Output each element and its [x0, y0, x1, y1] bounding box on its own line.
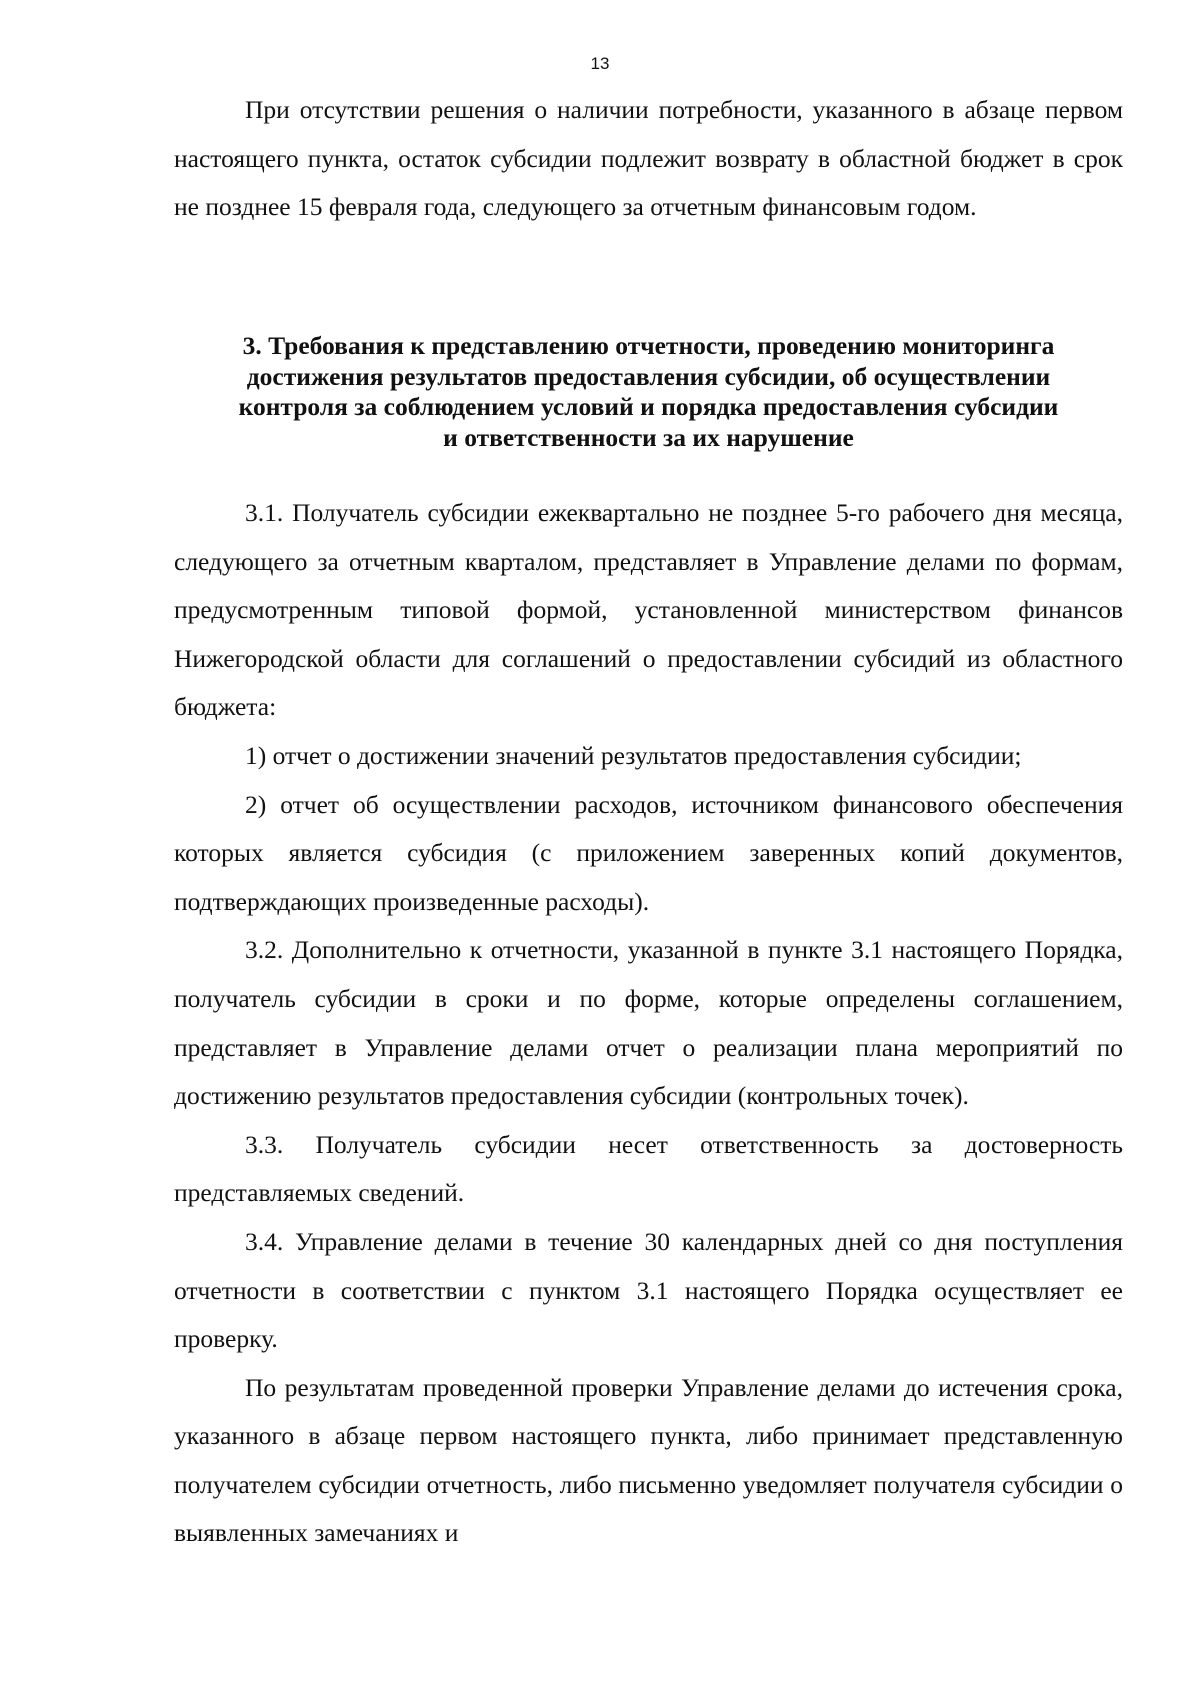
intro-paragraph: При отсутствии решения о наличии потребности, указанного в абзаце первом настоящего пункта, остаток субсидии подлежит возврату в областной бюджет в срок не позднее 15 февраля года, следующего за отчетным финансовым годом. [174, 95, 1123, 222]
paragraph-3-4: 3.4. Управление делами в течение 30 календарных дней со дня поступления отчетности в соответствии с пунктом 3.1 настоящего Порядка осуществляет ее проверку. [174, 1226, 1123, 1354]
paragraph-3-3: 3.3. Получатель субсидии несет ответственность за достоверность представляемых сведений. [174, 1129, 1123, 1208]
section-heading-line: достижения результатов предоставления субсидии, об осуществлении [246, 361, 1051, 391]
paragraph-3-1: 3.1. Получатель субсидии ежеквартально не позднее 5-го рабочего дня месяца, следующего за отчетным кварталом, представляет в Управление делами по формам, предусмотренным типовой формой, установленной министерством финансов Нижегородской области для соглашений о предоставлении субсидий из областного бюджета: [174, 498, 1123, 722]
paragraph-3-4-results: По результатам проведенной проверки Управление делами до истечения срока, указанного в абзаце первом настоящего пункта, либо принимает представленную получателем субсидии отчетность, либо письменно уведомляет получателя субсидии о выявленных замечаниях и [174, 1372, 1123, 1548]
section-heading-line: контроля за соблюдением условий и порядка предоставления субсидии [238, 392, 1059, 421]
page-number: 13 [590, 54, 610, 73]
section-heading-line: и ответственности за их нарушение [443, 422, 854, 452]
intro-section [174, 86, 1123, 232]
paragraph-item-1: 1) отчет о достижении значений результатов предоставления субсидии; [245, 740, 1022, 770]
section-heading [174, 331, 1123, 453]
section-heading-line: 3. Требования к представлению отчетности, проведению мониторинга [242, 331, 1055, 360]
section-body [174, 489, 1123, 1558]
paragraph-3-2: 3.2. Дополнительно к отчетности, указанной в пункте 3.1 настоящего Порядка, получатель субсидии в сроки и по форме, которые определены соглашением, представляет в Управление делами отчет о реализации плана мероприятий по достижению результатов предоставления субсидии (контрольных точек). [174, 935, 1123, 1111]
paragraph-item-2: 2) отчет об осуществлении расходов, источником финансового обеспечения которых является субсидия (с приложением заверенных копий документов, подтверждающих произведенные расходы). [174, 789, 1123, 916]
